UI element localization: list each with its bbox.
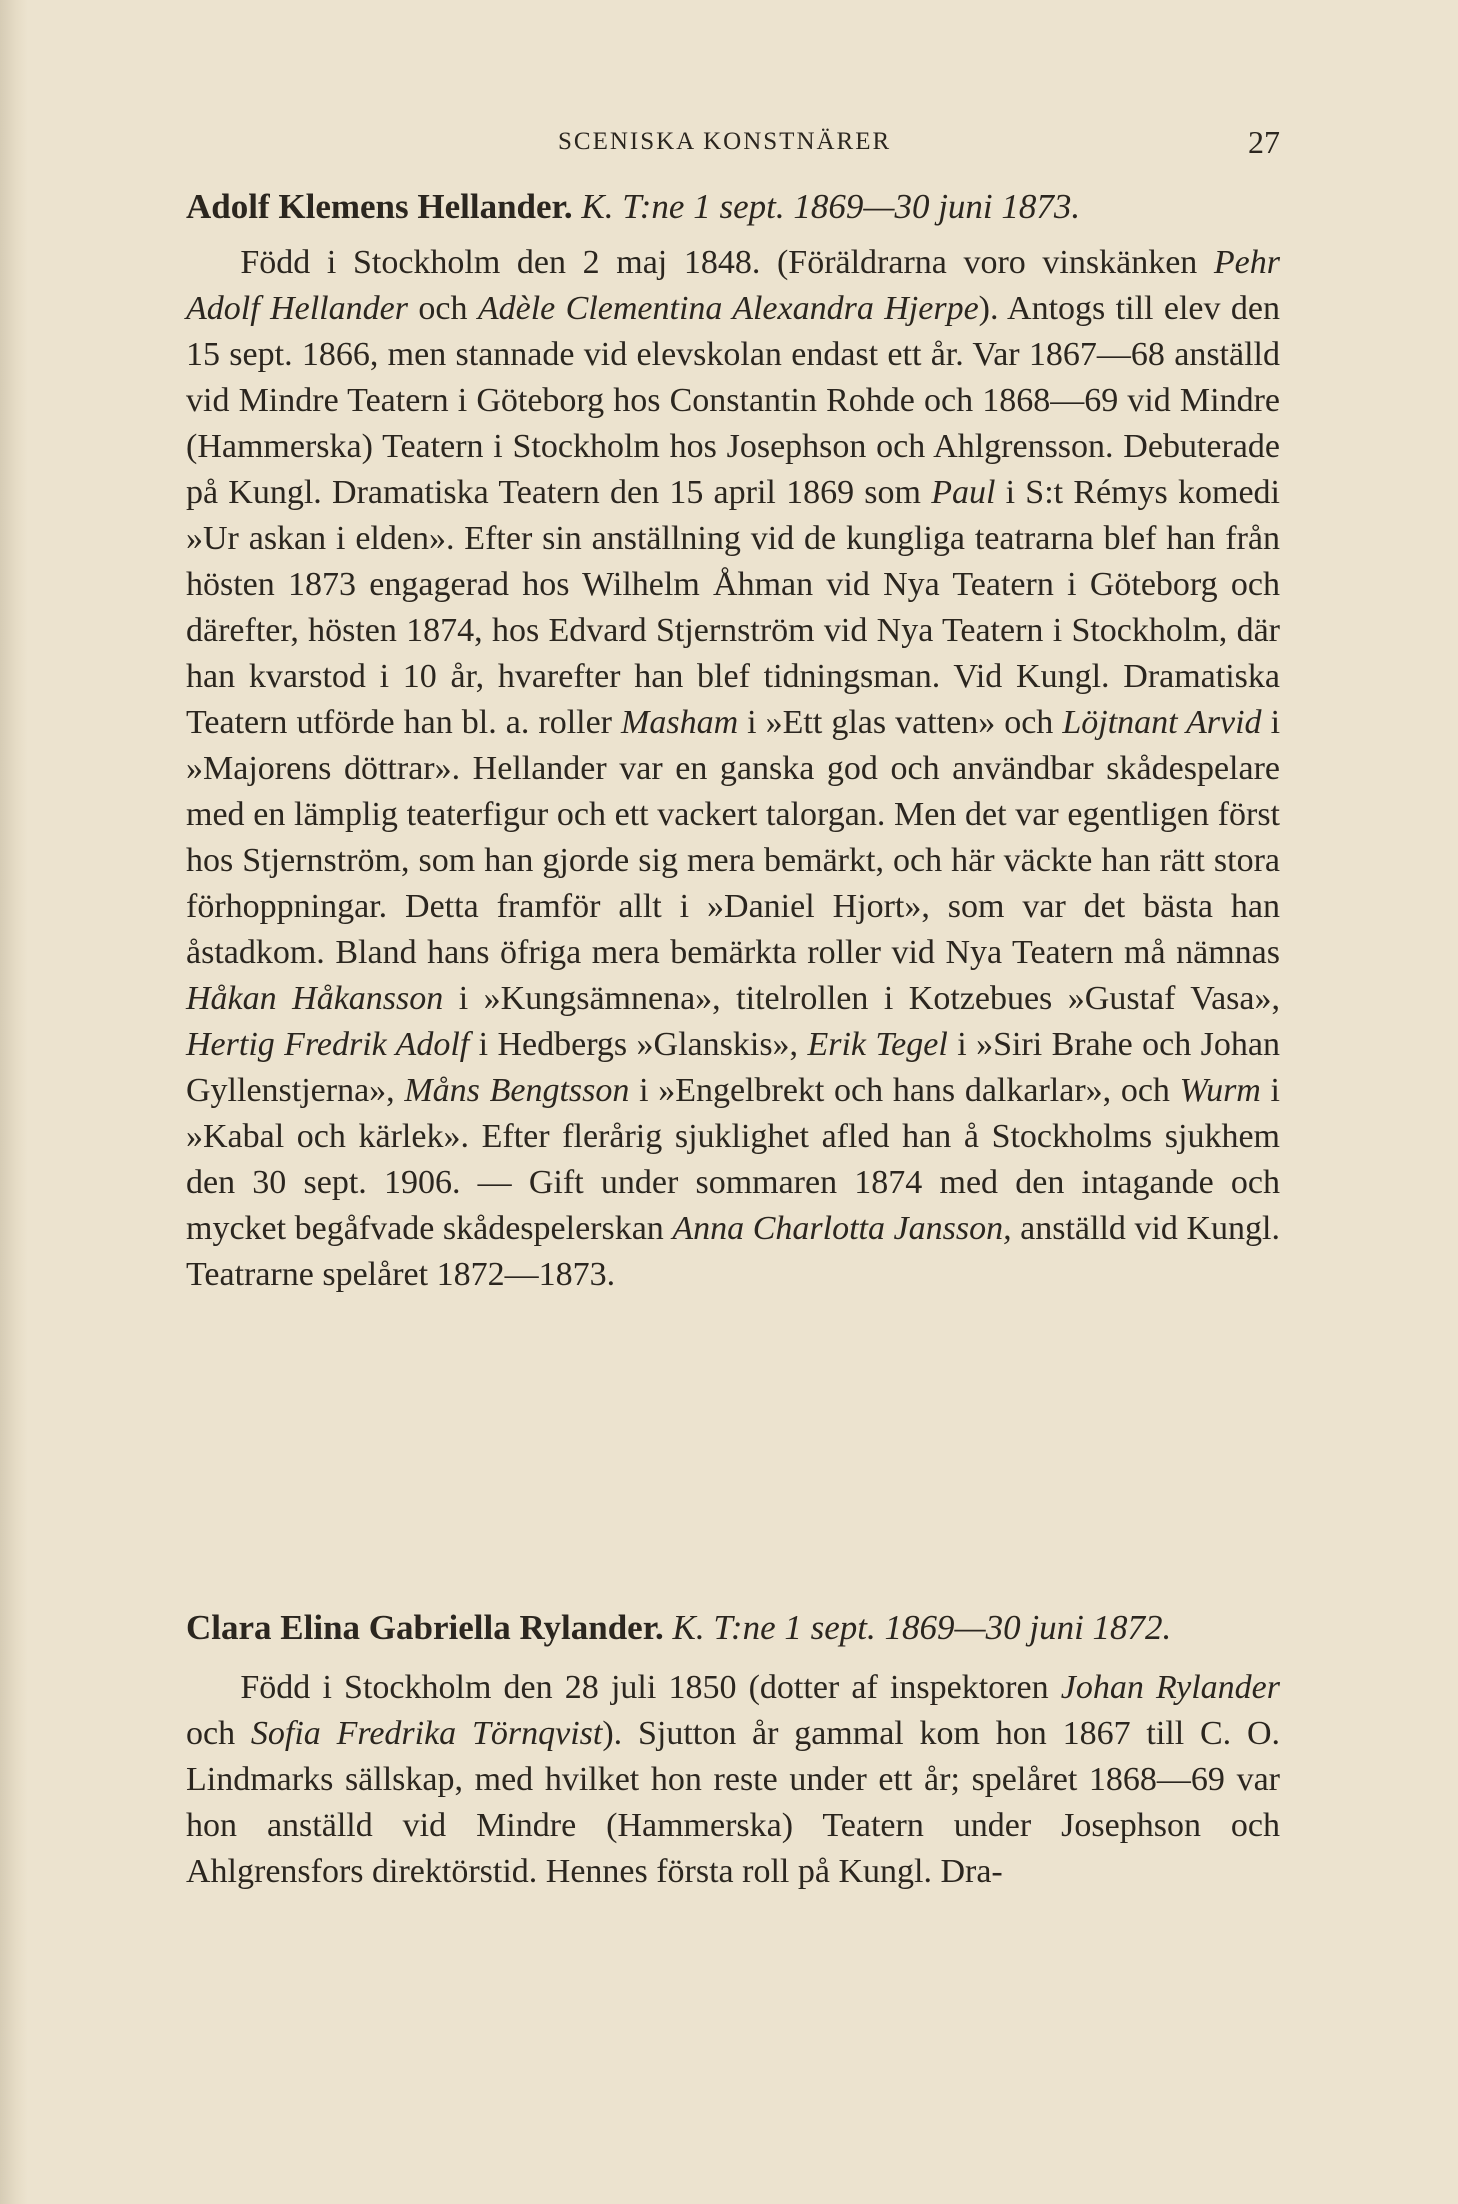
italic-run: Sofia Fredrika Törnqvist (250, 1715, 603, 1752)
running-title: SCENISKA KONSTNÄRER (558, 128, 892, 155)
page-number: 27 (1248, 124, 1280, 160)
italic-run: Paul (931, 474, 996, 511)
italic-run: Hertig Fredrik Adolf (186, 1026, 470, 1063)
italic-run: Masham (621, 704, 739, 741)
entry-engagement: K. T:ne 1 sept. 1869—30 juni 1872. (672, 1608, 1172, 1647)
entry-name: Adolf Klemens Hellander. (186, 187, 573, 226)
biography-entry (186, 184, 1280, 1298)
italic-run: Pehr Adolf Hellander (186, 244, 1280, 327)
italic-run: Erik Tegel (807, 1026, 948, 1063)
entry-body: Född i Stockholm den 28 juli 1850 (dotter af inspektoren Johan Rylander och Sofia Fredrika Törnqvist). Sjutton år gammal kom hon 1867 till C. O. Lindmarks sällskap, med hvilket hon reste under ett år; spelåret 1868—69 var hon anställd vid Mindre (Hammerska) Teatern under Josephson och Ahlgrensfors direktörstid. Hennes första roll på Kungl. Dra- (186, 1669, 1280, 1890)
entry-body: Född i Stockholm den 2 maj 1848. (Föräldrarna voro vinskänken Pehr Adolf Hellander och Adèle Clementina Alexandra Hjerpe). Antogs till elev den 15 sept. 1866, men stannade vid elevskolan endast ett år. Var 1867—68 anställd vid Mindre Teatern i Göteborg hos Constantin Rohde och 1868—69 vid Mindre (Hammerska) Teatern i Stockholm hos Josephson och Ahlgrensson. Debuterade på Kungl. Dramatiska Teatern den 15 april 1869 som Paul i S:t Rémys komedi »Ur askan i elden». Efter sin anställning vid de kungliga teatrarna blef han från hösten 1873 engagerad hos Wilhelm Åhman vid Nya Teatern i Göteborg och därefter, hösten 1874, hos Edvard Stjernström vid Nya Teatern i Stockholm, där han kvarstod i 10 år, hvarefter han blef tidningsman. Vid Kungl. Dramatiska Teatern utförde han bl. a. roller Masham i »Ett glas vatten» och Löjtnant Arvid i »Majorens döttrar». Hellander var en ganska god och användbar skådespelare med en lämplig teaterfigur och ett vackert talorgan. Men det var egentligen först hos Stjernström, som han gjorde sig mera bemärkt, och här väckte han rätt stora förhoppningar. Detta framför allt i »Daniel Hjort», som var det bästa han åstadkom. Bland hans öfriga mera bemärkta roller vid Nya Teatern må nämnas Håkan Håkansson i »Kungsämnena», titelrollen i Kotzebues »Gustaf Vasa», Hertig Fredrik Adolf i Hedbergs »Glanskis», Erik Tegel i »Siri Brahe och Johan Gyllenstjerna», Måns Bengtsson i »Engelbrekt och hans dalkarlar», och Wurm i »Kabal och kärlek». Efter flerårig sjuklighet afled han å Stockholms sjukhem den 30 sept. 1906. — Gift under sommaren 1874 med den intagande och mycket begåfvade skådespelerskan Anna Charlotta Jansson, anställd vid Kungl. Teatrarne spelåret 1872—1873. (186, 244, 1281, 1293)
italic-run: Johan Rylander (1060, 1669, 1280, 1706)
entry-name: Clara Elina Gabriella Rylander. (186, 1608, 664, 1647)
entry-heading (186, 1605, 1280, 1651)
italic-run: Löjtnant Arvid (1062, 704, 1262, 741)
italic-run: Adèle Clementina Alexandra Hjerpe (477, 290, 979, 327)
italic-run: Anna Charlotta Jansson, (672, 1210, 1012, 1247)
entry-heading (186, 184, 1280, 230)
italic-run: Måns Bengtsson (404, 1072, 630, 1109)
running-header (186, 124, 1280, 164)
italic-run: Wurm (1179, 1072, 1261, 1109)
page-edge (0, 0, 28, 2204)
biography-entry (186, 1605, 1280, 1895)
italic-run: Håkan Håkansson (186, 980, 444, 1017)
entry-engagement: K. T:ne 1 sept. 1869—30 juni 1873. (581, 187, 1081, 226)
